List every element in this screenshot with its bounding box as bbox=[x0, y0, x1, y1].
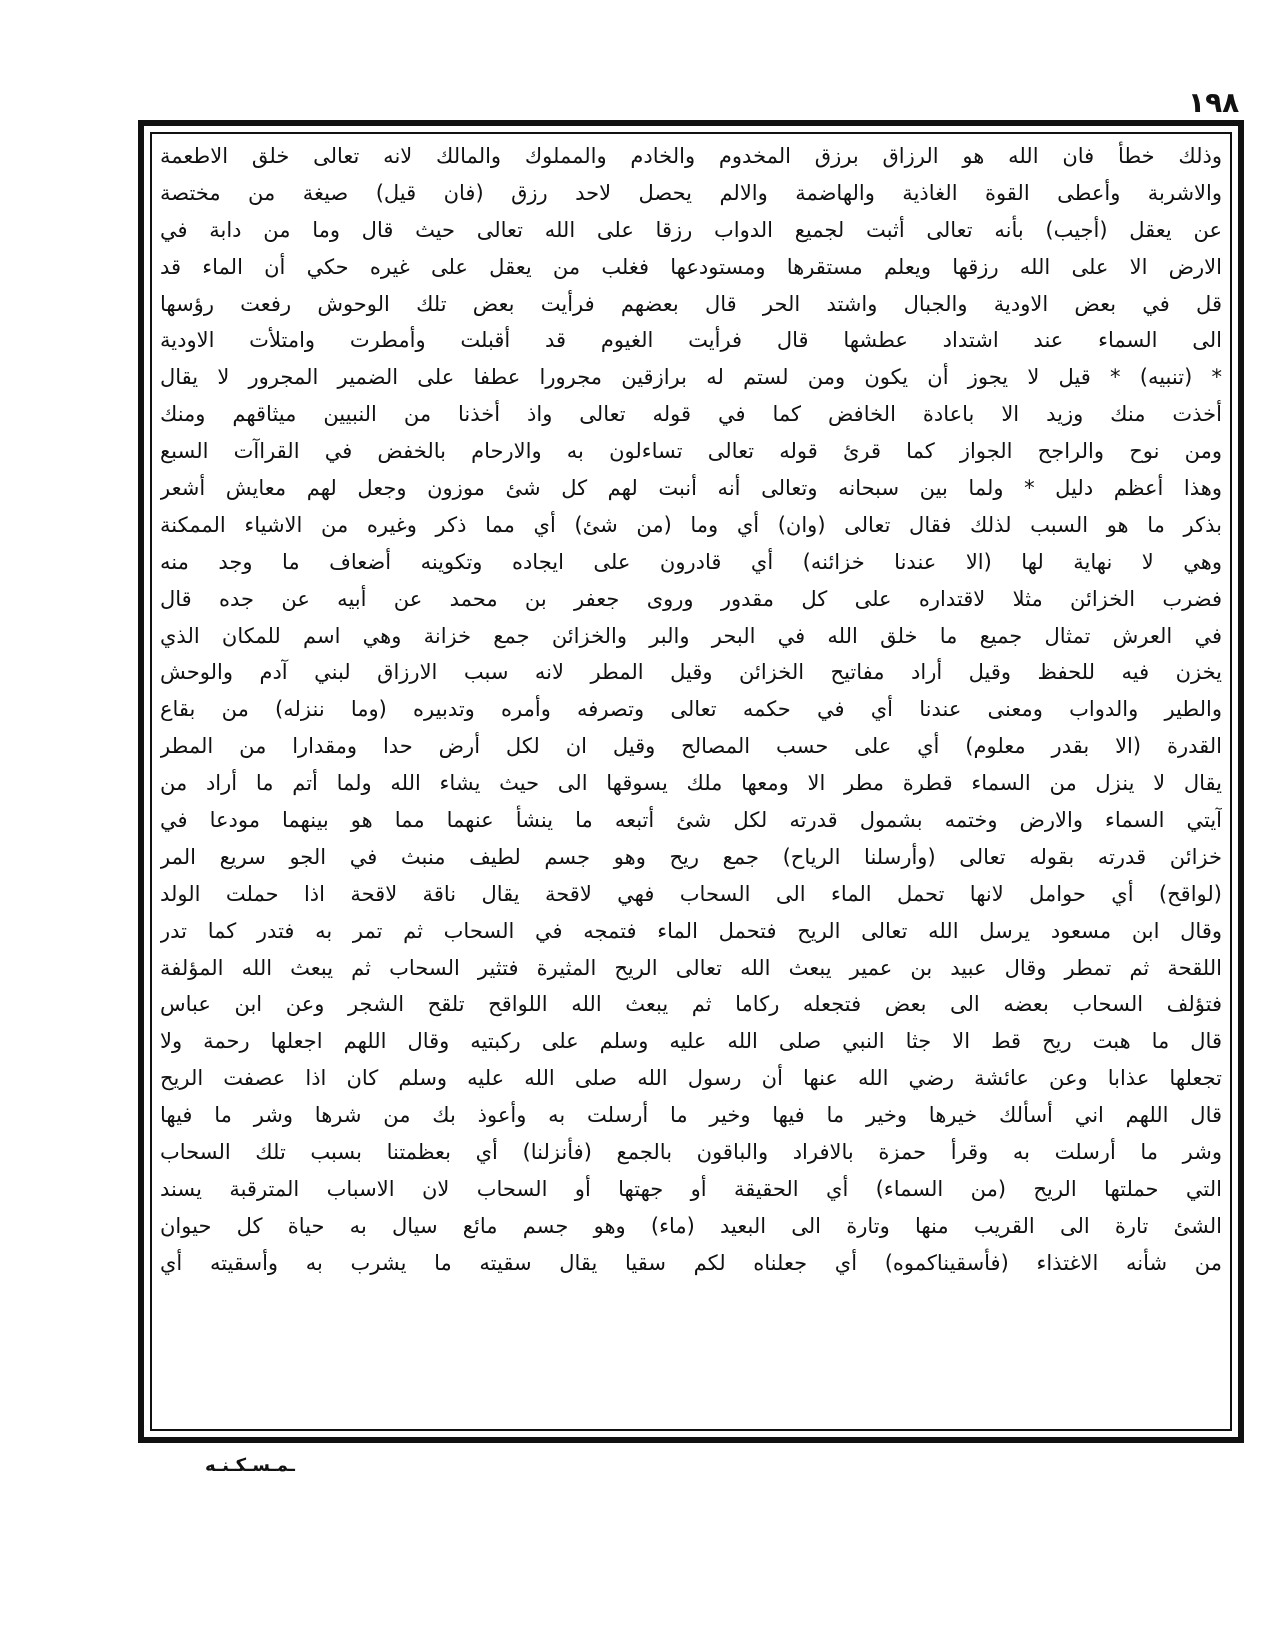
text-line: فضرب الخزائن مثلا لاقتداره على كل مقدور وروى جعفر بن محمد عن أبيه عن جده قال bbox=[160, 586, 1222, 611]
page-number: ١٩٨ bbox=[1188, 86, 1240, 119]
text-line: قال اللهم اني أسألك خيرها وخير ما فيها وخير ما أرسلت به وأعوذ بك من شرها وشر ما فيها bbox=[160, 1103, 1222, 1128]
text-line: فتؤلف السحاب بعضه الى بعض فتجعله ركاما ثم يبعث الله اللواقح تلقح الشجر وعن ابن عباس bbox=[160, 992, 1222, 1017]
text-line: خزائن قدرته بقوله تعالى (وأرسلنا الرياح) جمع ريح وهو جسم لطيف منبث في الجو سريع المر bbox=[160, 844, 1222, 869]
text-line bbox=[160, 1355, 1222, 1392]
text-block bbox=[160, 138, 1222, 1428]
text-line: آيتي السماء والارض وختمه بشمول قدرته لكل شئ أتبعه ما ينشأ عنهما مما هو بينهما مودعا في bbox=[160, 808, 1222, 833]
text-line bbox=[160, 1392, 1222, 1428]
text-line: الى السماء عند اشتداد عطشها قال فرأيت الغيوم قد أقبلت وأمطرت وامتلأت الاودية bbox=[160, 328, 1222, 353]
text-line: قال ما هبت ريح قط الا جثا النبي صلى الله عليه وسلم على ركبتيه وقال اللهم اجعلها رحمة ولا bbox=[160, 1029, 1222, 1054]
text-line: والطير والدواب ومعنى عندنا أي في حكمه تعالى وتصرفه وأمره وتدبيره (وما ننزله) من بقاع bbox=[160, 697, 1222, 722]
text-line: قل في بعض الاودية والجبال واشتد الحر قال بعضهم فرأيت بعض تلك الوحوش رفعت رؤسها bbox=[160, 291, 1222, 316]
text-line: يقال لا ينزل من السماء قطرة مطر الا ومعها ملك يسوقها الى حيث يشاء الله ولما أتم ما أراد من bbox=[160, 771, 1222, 796]
text-line: وشر ما أرسلت به وقرأ حمزة بالافراد والباقون بالجمع (فأنزلنا) أي بعظمتنا بسبب تلك السحاب bbox=[160, 1140, 1222, 1165]
text-line: عن يعقل (أجيب) بأنه تعالى أثبت لجميع الدواب رزقا على الله تعالى حيث قال وما من دابة في bbox=[160, 217, 1222, 242]
text-line: * (تنبيه) * قيل لا يجوز أن يكون ومن لستم له برازقين مجرورا عطفا على الضمير المجرور لا يقال bbox=[160, 365, 1222, 390]
text-line: القدرة (الا بقدر معلوم) أي على حسب المصالح وقيل ان لكل أرض حدا ومقدارا من المطر bbox=[160, 734, 1222, 759]
text-line: وقال ابن مسعود يرسل الله تعالى الريح فتحمل الماء فتمجه في السحاب ثم تمر به فتدر كما تدر bbox=[160, 918, 1222, 943]
text-line: وهذا أعظم دليل * ولما بين سبحانه وتعالى أنه أنبت لهم كل شئ موزون وجعل لهم معايش أشعر bbox=[160, 476, 1222, 501]
text-line: الارض الا على الله رزقها ويعلم مستقرها ومستودعها فغلب من يعقل على غيره حكي أن الماء قد bbox=[160, 254, 1222, 279]
text-line bbox=[160, 1282, 1222, 1319]
text-line: وذلك خطأ فان الله هو الرزاق برزق المخدوم والخادم والمملوك والمالك لانه تعالى خلق الاطعمة bbox=[160, 144, 1222, 168]
text-line: اللقحة ثم تمطر وقال عبيد بن عمير يبعث الله تعالى الريح المثيرة فتثير السحاب ثم يبعث الله المؤلفة bbox=[160, 955, 1222, 980]
text-line: من شأنه الاغتذاء (فأسقيناكموه) أي جعلناه لكم سقيا يقال سقيته ما يشرب به وأسقيته أي bbox=[160, 1250, 1222, 1275]
text-line bbox=[160, 1319, 1222, 1356]
text-line: وهي لا نهاية لها (الا عندنا خزائنه) أي قادرون على ايجاده وتكوينه أضعاف ما وجد منه bbox=[160, 549, 1222, 574]
text-line: الشئ تارة الى القريب منها وتارة الى البعيد (ماء) وهو جسم مائع سيال به حياة كل حيوان bbox=[160, 1213, 1222, 1238]
text-line: أخذت منك وزيد الا باعادة الخافض كما في قوله تعالى واذ أخذنا من النبيين ميثاقهم ومنك bbox=[160, 402, 1222, 427]
text-line: في العرش تمثال جميع ما خلق الله في البحر والبر والخزائن جمع خزانة وهي اسم للمكان الذي bbox=[160, 623, 1222, 648]
text-line: تجعلها عذابا وعن عائشة رضي الله عنها أن رسول الله صلى الله عليه وسلم كان اذا عصفت الريح bbox=[160, 1066, 1222, 1091]
text-line: يخزن فيه للحفظ وقيل أراد مفاتيح الخزائن وقيل المطر لانه سبب الارزاق لبني آدم والوحش bbox=[160, 660, 1222, 685]
text-line: ومن نوح والراجح الجواز كما قرئ قوله تعالى تساءلون به والارحام بالخفض في القراآت السبع bbox=[160, 439, 1222, 464]
catchword: ـمـسـكـنـه bbox=[205, 1455, 295, 1476]
text-line: والاشربة وأعطى القوة الغاذية والهاضمة والالم يحصل لاحد رزق (فان قيل) صيغة من مختصة bbox=[160, 180, 1222, 205]
text-line: التي حملتها الريح (من السماء) أي الحقيقة أو جهتها أو السحاب لان الاسباب المترقبة يسند bbox=[160, 1176, 1222, 1201]
text-line: (لواقح) أي حوامل لانها تحمل الماء الى السحاب فهي لاقحة يقال ناقة لاقحة اذا حملت الولد bbox=[160, 881, 1222, 906]
text-line: بذكر ما هو السبب لذلك فقال تعالى (وان) أي وما (من شئ) أي مما ذكر وغيره من الاشياء الممكنة bbox=[160, 512, 1222, 537]
